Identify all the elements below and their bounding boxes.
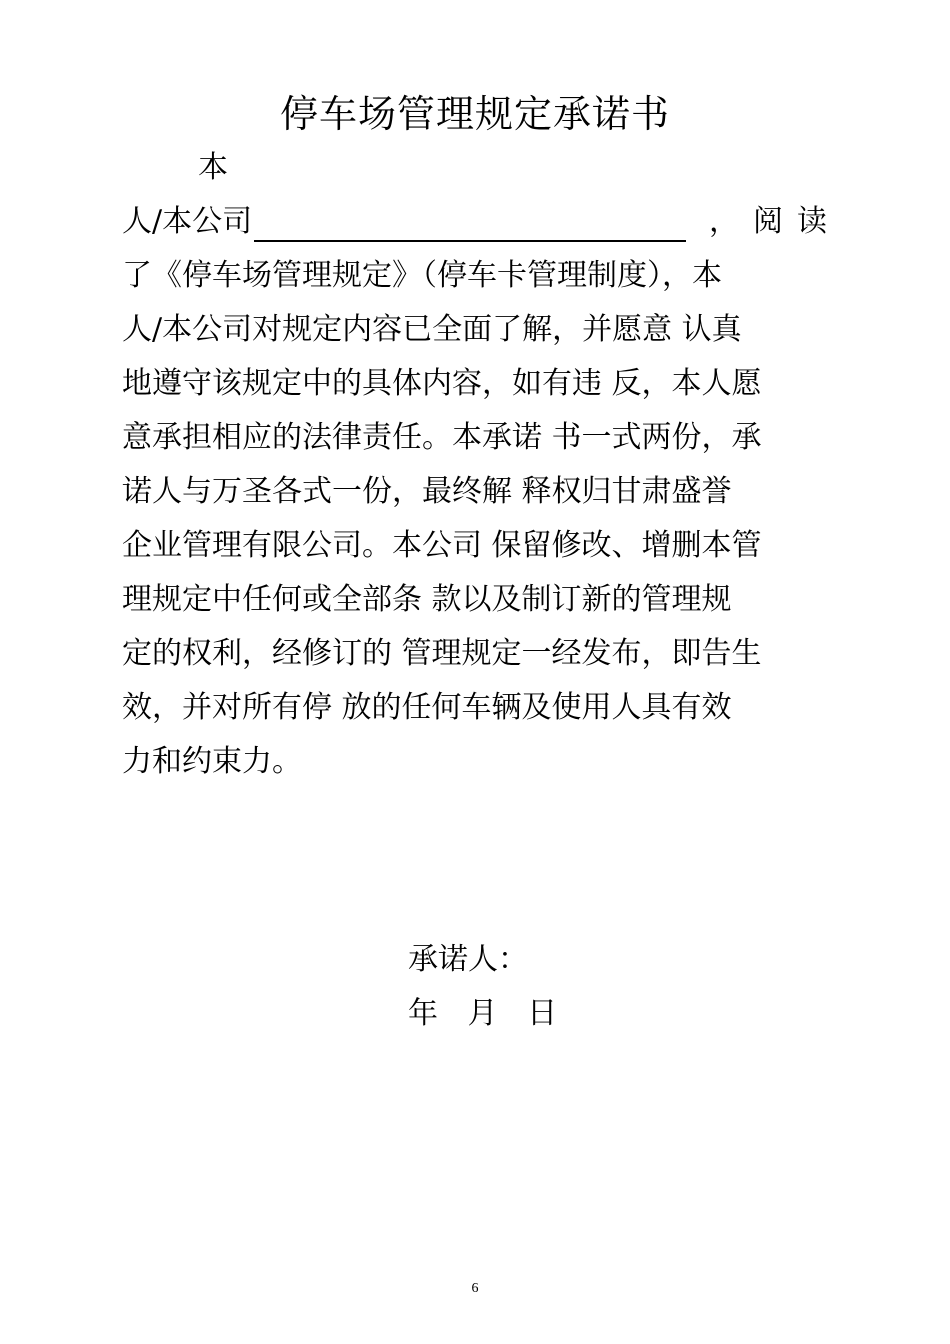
line1-prefix: 人/本公司: [122, 204, 253, 239]
page-number: 6: [471, 1281, 479, 1296]
document-title: 停车场管理规定承诺书: [279, 92, 670, 136]
date-label: 年 月 日: [408, 996, 568, 1031]
paragraph-line-6: 诺人与万圣各式一份，最终解 释权归甘肃盛誉: [122, 474, 732, 509]
paragraph-line-5: 意承担相应的法律责任。本承诺 书一式两份，承: [122, 420, 762, 455]
signature-label: 承诺人：: [408, 942, 528, 977]
paragraph-line-8: 理规定中任何或全部条 款以及制订新的管理规: [122, 582, 732, 617]
line1-suffix: ，阅读: [709, 204, 841, 239]
name-blank-field[interactable]: [254, 208, 686, 242]
paragraph-line-3: 人/本公司对规定内容已全面了解，并愿意 认真: [122, 312, 742, 347]
paragraph-line-4: 地遵守该规定中的具体内容，如有违 反，本人愿: [122, 366, 762, 401]
paragraph-line-7: 企业管理有限公司。本公司 保留修改、增删本管: [122, 528, 762, 563]
intro-word: 本: [198, 150, 228, 185]
paragraph-line-10: 效，并对所有停 放的任何车辆及使用人具有效: [122, 690, 732, 725]
paragraph-line-1: [122, 202, 841, 242]
paragraph-line-9: 定的权利，经修订的 管理规定一经发布，即告生: [122, 636, 762, 671]
paragraph-line-2: 了《停车场管理规定》（停车卡管理制度），本: [122, 258, 722, 293]
paragraph-line-11: 力和约束力。: [122, 744, 302, 779]
